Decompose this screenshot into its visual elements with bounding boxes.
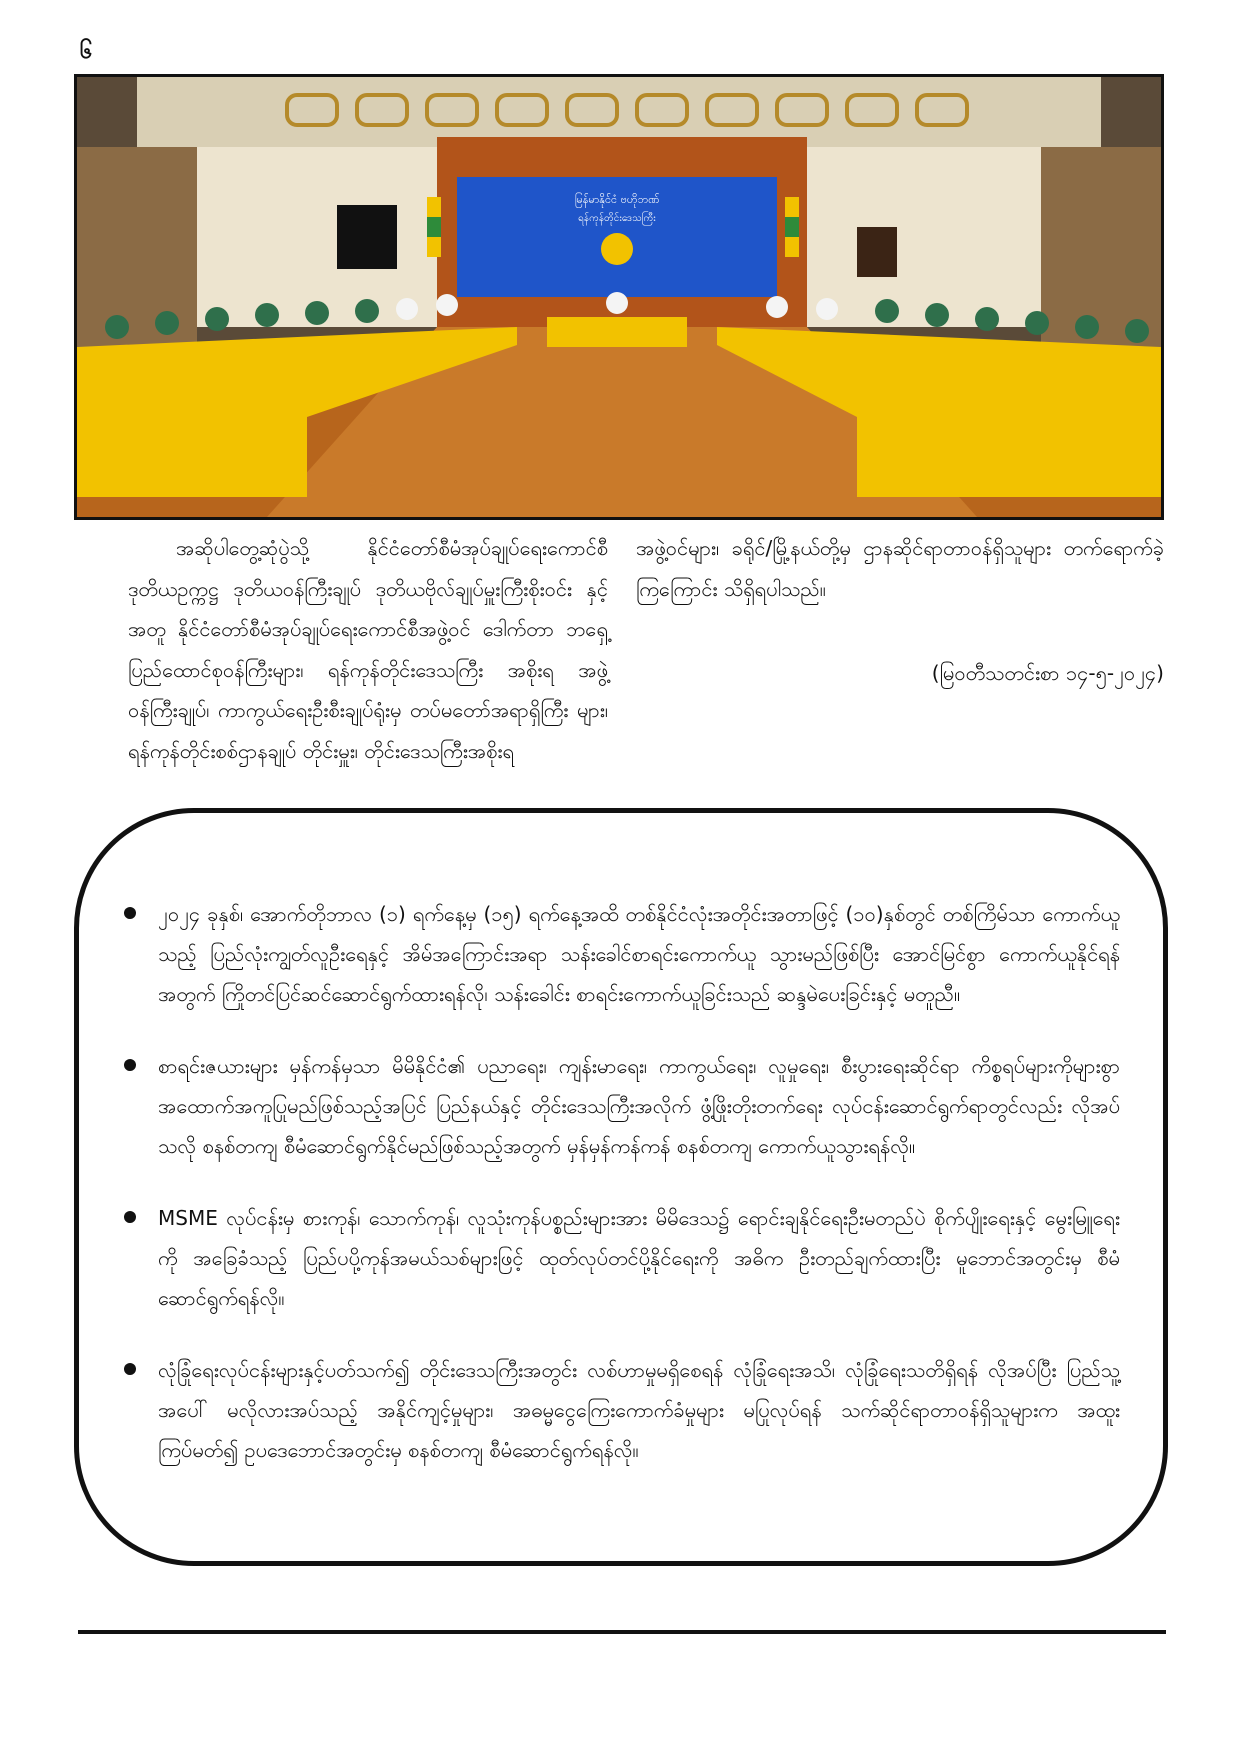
screen-subtitle: ရန်ကုန်တိုင်းဒေသကြီး xyxy=(578,213,656,224)
bullet-dot-icon xyxy=(124,907,136,919)
screen-title: မြန်မာနိုင်ငံ ဗဟိုဘဏ် xyxy=(574,193,660,206)
article-right-column: အဖွဲ့ဝင်များ၊ ခရိုင်/မြို့နယ်တို့မှ ဌာနဆိုင်ရာတာဝန်ရှိသူများ တက်ရောက်ခဲ့ကြကြောင်း သိရှိရပါသည်။ xyxy=(636,536,1164,601)
bottom-divider xyxy=(78,1630,1166,1634)
bullet-dot-icon xyxy=(124,1059,136,1071)
source-citation: (မြဝတီသတင်းစာ ၁၄-၅-၂၀၂၄) xyxy=(931,661,1164,685)
bullet-text: MSME လုပ်ငန်းမှ စားကုန်၊ သောက်ကုန်၊ လူသုံးကုန်ပစ္စည်းများအား မိမိဒေသ၌ ရောင်းချနိုင်ရေးဦးမတည်ပဲ စိုက်ပျိုးရေးနှင့် မွေးမြူရေးကို အခြေခံသည့် ပြည်ပပို့ကုန်အမယ်သစ်များဖြင့် ထုတ်လုပ်တင်ပို့နိုင်ရေးကို အဓိက ဦးတည်ချက်ထားပြီး မူဘောင်အတွင်းမှ စီမံဆောင်ရွက်ရန်လို။ xyxy=(158,1206,1120,1310)
bullet-item xyxy=(118,1350,1120,1470)
bullet-text: လုံခြုံရေးလုပ်ငန်းများနှင့်ပတ်သက်၍ တိုင်းဒေသကြီးအတွင်း လစ်ဟာမှုမရှိစေရန် လုံခြုံရေးအသိ၊ လုံခြုံရေးသတိရှိရန် လိုအပ်ပြီး ပြည်သူ့အပေါ် မလိုလားအပ်သည့် အနိုင်ကျင့်မှုများ၊ အဓမ္မငွေကြေးကောက်ခံမှုများ မပြုလုပ်ရန် သက်ဆိုင်ရာတာဝန်ရှိသူများက အထူးကြပ်မတ်၍ ဥပဒေဘောင်အတွင်းမှ စနစ်တကျ စီမံဆောင်ရွက်ရန်လို။ xyxy=(158,1358,1120,1462)
notice-bullet-list xyxy=(118,894,1120,1470)
bullet-item xyxy=(118,894,1120,1014)
bullet-item xyxy=(118,1198,1120,1318)
bullet-text: စာရင်းဇယားများ မှန်ကန်မှသာ မိမိနိုင်ငံ၏ ပညာရေး၊ ကျန်းမာရေး၊ ကာကွယ်ရေး၊ လူမှုရေး၊ စီးပွားရေးဆိုင်ရာ ကိစ္စရပ်များကိုများစွာ အထောက်အကူပြုမည်ဖြစ်သည့်အပြင် ပြည်နယ်နှင့် တိုင်းဒေသကြီးအလိုက် ဖွံ့ဖြိုးတိုးတက်ရေး လုပ်ငန်းဆောင်ရွက်ရာတွင်လည်း လိုအပ်သလို စနစ်တကျ စီမံဆောင်ရွက်နိုင်မည်ဖြစ်သည့်အတွက် မှန်မှန်ကန်ကန် စနစ်တကျ ကောက်ယူသွားရန်လို။ xyxy=(158,1054,1120,1158)
bullet-item xyxy=(118,1046,1120,1166)
bullet-dot-icon xyxy=(124,1211,136,1223)
page-number: ၆ xyxy=(80,39,93,64)
bullet-text: ၂၀၂၄ ခုနှစ်၊ အောက်တိုဘာလ (၁) ရက်နေ့မှ (၁၅) ရက်နေ့အထိ တစ်နိုင်ငံလုံးအတိုင်းအတာဖြင့် (၁၀)နှစ်တွင် တစ်ကြိမ်သာ ကောက်ယူသည့် ပြည်လုံးကျွတ်လူဦးရေနှင့် အိမ်အကြောင်းအရာ သန်းခေါင်စာရင်းကောက်ယူ သွားမည်ဖြစ်ပြီး အောင်မြင်စွာ ကောက်ယူနိုင်ရန်အတွက် ကြိုတင်ပြင်ဆင်ဆောင်ရွက်ထားရန်လို၊ သန်းခေါင်း စာရင်းကောက်ယူခြင်းသည် ဆန္ဒမဲပေးခြင်းနှင့် မတူညီ။ xyxy=(158,902,1120,1006)
meeting-photo xyxy=(74,74,1164,520)
bullet-dot-icon xyxy=(124,1363,136,1375)
article-left-column: အဆိုပါတွေ့ဆုံပွဲသို့ နိုင်ငံတော်စီမံအုပ်ချုပ်ရေးကောင်စီ ဒုတိယဥက္ကဋ္ဌ ဒုတိယဝန်ကြီးချုပ် ဒုတိယဗိုလ်ချုပ်မှူးကြီးစိုးဝင်း နှင့်အတူ နိုင်ငံတော်စီမံအုပ်ချုပ်ရေးကောင်စီအဖွဲ့ဝင် ဒေါက်တာ ဘရှေ့ ပြည်ထောင်စုဝန်ကြီးများ၊ ရန်ကုန်တိုင်းဒေသကြီး အစိုးရ အဖွဲ့ဝန်ကြီးချုပ်၊ ကာကွယ်ရေးဦးစီးချုပ်ရုံးမှ တပ်မတော်အရာရှိကြီး များ၊ ရန်ကုန်တိုင်းစစ်ဌာနချုပ် တိုင်းမှူး၊ တိုင်းဒေသကြီးအစိုးရ xyxy=(128,536,608,763)
